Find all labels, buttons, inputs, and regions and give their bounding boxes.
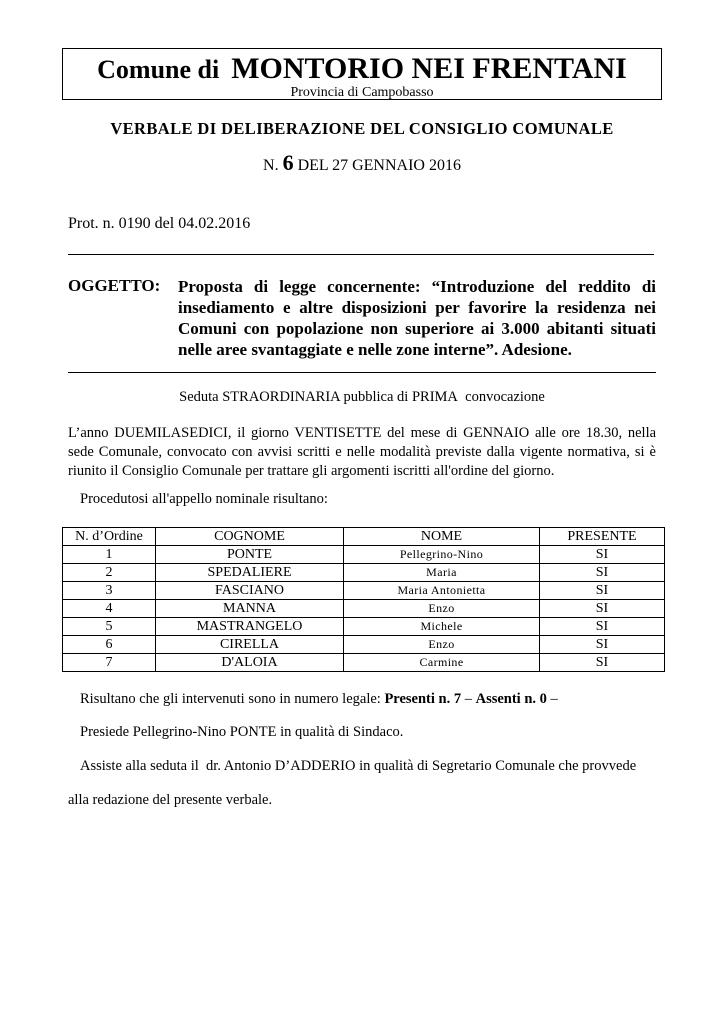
- cell-numero: 7: [63, 654, 156, 672]
- cell-presente: SI: [540, 582, 665, 600]
- anno-t2: , il giorno: [227, 425, 289, 441]
- cell-numero: 6: [63, 636, 156, 654]
- attendance-table: [62, 527, 665, 672]
- anno-t4: alle ore: [534, 425, 581, 441]
- header-numero: N. d’Ordine: [63, 528, 156, 546]
- cell-nome: Maria: [344, 564, 540, 582]
- comune-word: Comune di: [97, 55, 220, 84]
- anno-paragraph: [68, 424, 656, 481]
- cell-nome: Pellegrino-Nino: [344, 546, 540, 564]
- protocollo: Prot. n. 0190 del 04.02.2016: [68, 215, 251, 232]
- table-header-row: [63, 528, 665, 546]
- anno-value: DUEMILASEDICI: [114, 425, 228, 441]
- cell-presente: SI: [540, 564, 665, 582]
- seduta-post: convocazione: [465, 389, 545, 405]
- cell-cognome: SPEDALIERE: [156, 564, 344, 582]
- table-row: [63, 582, 665, 600]
- cell-presente: SI: [540, 600, 665, 618]
- risultano-dash-1: –: [464, 691, 472, 707]
- anno-giorno: VENTISETTE: [294, 425, 382, 441]
- verbale-title: VERBALE DI DELIBERAZIONE DEL CONSIGLIO COMUNALE: [110, 119, 614, 138]
- comune-name: MONTORIO NEI FRENTANI: [231, 52, 627, 85]
- assiste-post: in qualità di Segretario Comunale che provvede: [359, 758, 637, 774]
- divider-top: [68, 254, 654, 255]
- cell-cognome: CIRELLA: [156, 636, 344, 654]
- header-cognome: COGNOME: [156, 528, 344, 546]
- cell-nome: Maria Antonietta: [344, 582, 540, 600]
- cell-nome: Enzo: [344, 636, 540, 654]
- verbale-number: [62, 150, 662, 176]
- seduta-line: [62, 389, 662, 406]
- seduta-pre: Seduta: [179, 389, 219, 405]
- oggetto-text: Proposta di legge concernente: “Introduzione del reddito di insediamento e altre disposizioni per favorire la residenza nei Comuni con popolazione non superiore ai 3.000 abitanti situati nelle aree svantaggiate e nelle zone interne”. Adesione.: [178, 277, 656, 359]
- cell-nome: Michele: [344, 618, 540, 636]
- seduta-convocazione: PRIMA: [411, 389, 458, 405]
- anno-ore: 18.30: [585, 425, 619, 441]
- assiste-line: [80, 758, 636, 775]
- oggetto-label: OGGETTO:: [68, 276, 161, 295]
- seduta-tipo: STRAORDINARIA: [222, 389, 340, 405]
- cell-presente: SI: [540, 636, 665, 654]
- risultano-line: [80, 691, 558, 708]
- header-nome: NOME: [344, 528, 540, 546]
- cell-numero: 5: [63, 618, 156, 636]
- cell-cognome: FASCIANO: [156, 582, 344, 600]
- risultano-dash-2: –: [550, 691, 558, 707]
- divider-oggetto: [68, 372, 656, 373]
- cell-presente: SI: [540, 618, 665, 636]
- cell-numero: 2: [63, 564, 156, 582]
- comune-title: [62, 52, 662, 86]
- presiede-name: Pellegrino-Nino PONTE: [132, 724, 277, 740]
- cell-cognome: MANNA: [156, 600, 344, 618]
- cell-cognome: D'ALOIA: [156, 654, 344, 672]
- cell-presente: SI: [540, 654, 665, 672]
- verbale-n-prefix: N.: [263, 157, 279, 174]
- presiede-line: [80, 724, 403, 741]
- table-row: [63, 654, 665, 672]
- risultano-text: Risultano che gli intervenuti sono in numero legale:: [80, 691, 381, 707]
- header-presente: PRESENTE: [540, 528, 665, 546]
- anno-t5: , nella sede Comunale, convocato con avvisi scritti e nelle modalità previste dalla vigente normativa, si è riunito il Consiglio Comunale per trattare gli argomenti iscritti all'ordine del giorno.: [68, 425, 657, 479]
- verbale-date: DEL 27 GENNAIO 2016: [297, 157, 461, 174]
- anno-t3: del mese di: [387, 425, 458, 441]
- cell-cognome: PONTE: [156, 546, 344, 564]
- assiste-pre: Assiste alla seduta il: [80, 758, 199, 774]
- cell-numero: 1: [63, 546, 156, 564]
- provincia: Provincia di Campobasso: [290, 85, 434, 100]
- seduta-mid: pubblica di: [343, 389, 409, 405]
- table-row: [63, 546, 665, 564]
- cell-numero: 4: [63, 600, 156, 618]
- table-row: [63, 564, 665, 582]
- table-row: [63, 636, 665, 654]
- procedutosi-text: Procedutosi all'appello nominale risultano:: [80, 491, 328, 507]
- cell-numero: 3: [63, 582, 156, 600]
- presiede-pre: Presiede: [80, 724, 130, 740]
- assiste-line-2: alla redazione del presente verbale.: [68, 792, 273, 808]
- presiede-post: in qualità di Sindaco.: [280, 724, 404, 740]
- cell-presente: SI: [540, 546, 665, 564]
- anno-t1: L’anno: [68, 425, 109, 441]
- table-row: [63, 618, 665, 636]
- anno-mese: GENNAIO: [463, 425, 530, 441]
- verbale-n-value: 6: [282, 150, 294, 175]
- assenti-count: Assenti n. 0: [475, 691, 547, 707]
- assiste-name: dr. Antonio D’ADDERIO: [206, 758, 356, 774]
- table-row: [63, 600, 665, 618]
- cell-nome: Carmine: [344, 654, 540, 672]
- cell-nome: Enzo: [344, 600, 540, 618]
- presenti-count: Presenti n. 7: [384, 691, 462, 707]
- cell-cognome: MASTRANGELO: [156, 618, 344, 636]
